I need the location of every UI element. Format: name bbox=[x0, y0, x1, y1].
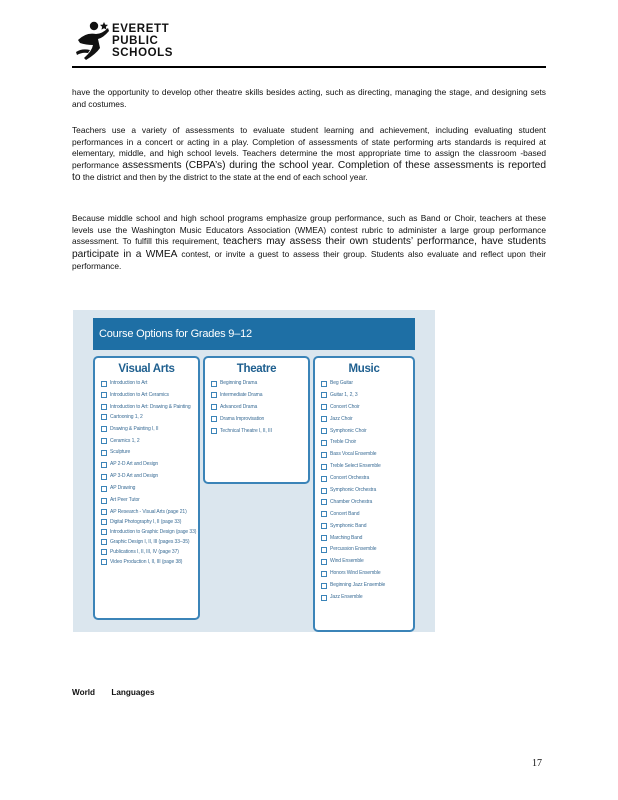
course-item bbox=[101, 529, 198, 535]
course-item-label: Guitar 1, 2, 3 bbox=[330, 391, 358, 398]
course-item bbox=[101, 485, 198, 491]
paragraph-assessments-part1: Teachers use a variety of assessments to evaluate student learning and achievement, including evaluating student performances in a concert or acting in a play. Completion of assessments of state performing arts standards is required at elementary, middle, and high school levels. Teachers determine the most appropriate time to assign the classroom -based performance bbox=[72, 125, 546, 170]
course-item-label: AP 3-D Art and Design bbox=[110, 473, 159, 480]
music-list bbox=[315, 380, 413, 600]
course-item-label: Jazz Choir bbox=[330, 415, 353, 422]
course-options-title: Course Options for Grades 9–12 bbox=[93, 318, 415, 350]
paragraph-group-part3: contest, or invite a guest to assess their group. Students also evaluate and reflect upon their performance. bbox=[72, 248, 547, 271]
header-rule bbox=[72, 66, 546, 68]
course-item-label: Marching Band bbox=[330, 534, 363, 541]
course-item bbox=[321, 416, 413, 422]
course-item-label: Treble Select Ensemble bbox=[330, 463, 381, 470]
visual-arts-list bbox=[95, 380, 198, 565]
course-item bbox=[321, 570, 413, 576]
course-item bbox=[211, 404, 308, 410]
course-item-label: Jazz Ensemble bbox=[330, 594, 363, 601]
paragraph-group-part2: teachers may assess their own students’ performance, have students participate in a WMEA bbox=[72, 236, 546, 260]
course-item bbox=[321, 499, 413, 505]
course-item bbox=[321, 392, 413, 398]
course-item-label: Percussion Ensemble bbox=[330, 546, 377, 553]
checkbox-icon bbox=[321, 595, 327, 601]
paragraph-assessments bbox=[72, 125, 546, 185]
checkbox-icon bbox=[321, 440, 327, 446]
checkbox-icon bbox=[101, 519, 107, 525]
course-item bbox=[101, 461, 198, 467]
course-item-label: Technical Theatre I, II, III bbox=[220, 427, 272, 434]
checkbox-icon bbox=[321, 488, 327, 494]
course-item-label: Chamber Orchestra bbox=[330, 498, 373, 505]
course-item-label: AP 2-D Art and Design bbox=[110, 461, 159, 468]
course-item bbox=[101, 380, 198, 386]
section-heading-world-languages: World Languages bbox=[72, 688, 155, 697]
course-item-label: AP Research - Visual Arts (page 21) bbox=[110, 508, 187, 515]
checkbox-icon bbox=[101, 559, 107, 565]
course-item bbox=[211, 416, 308, 422]
course-item-label: Video Production I, II, III (page 38) bbox=[110, 558, 183, 565]
checkbox-icon bbox=[321, 464, 327, 470]
checkbox-icon bbox=[321, 559, 327, 565]
course-item bbox=[321, 475, 413, 481]
course-item-label: Introduction to Art: Drawing & Painting bbox=[110, 403, 191, 410]
theatre-heading: Theatre bbox=[236, 363, 277, 375]
course-item bbox=[101, 414, 198, 420]
paragraph-assessments-part2: assessments (CBPA’s) during the school year. Completion of these assessments is reported to bbox=[72, 159, 547, 183]
course-item-label: Introduction to Graphic Design (page 33) bbox=[110, 528, 197, 535]
checkbox-icon bbox=[101, 392, 107, 398]
course-item-label: Introduction to Art Ceramics bbox=[110, 391, 169, 398]
course-item bbox=[321, 451, 413, 457]
course-item bbox=[101, 426, 198, 432]
course-item bbox=[321, 594, 413, 600]
checkbox-icon bbox=[321, 428, 327, 434]
checkbox-icon bbox=[101, 404, 107, 410]
course-item-label: Intermediate Drama bbox=[220, 391, 263, 398]
course-item bbox=[101, 519, 198, 525]
paragraph-theatre-skills: have the opportunity to develop other theatre skills besides acting, such as directing, managing the stage, and designing sets and costumes. bbox=[72, 87, 546, 109]
checkbox-icon bbox=[101, 414, 107, 420]
course-item bbox=[321, 380, 413, 386]
course-item-label: Publications I, II, III, IV (page 37) bbox=[110, 548, 179, 555]
course-options-panel bbox=[73, 310, 435, 632]
course-item-label: Symphonic Band bbox=[330, 522, 367, 529]
checkbox-icon bbox=[101, 474, 107, 480]
course-item bbox=[211, 428, 308, 434]
figure-logo-icon bbox=[72, 18, 112, 64]
checkbox-icon bbox=[101, 426, 107, 432]
checkbox-icon bbox=[321, 381, 327, 387]
checkbox-icon bbox=[101, 498, 107, 504]
checkbox-icon bbox=[101, 381, 107, 387]
course-item-label: Honors Wind Ensemble bbox=[330, 570, 381, 577]
checkbox-icon bbox=[101, 462, 107, 468]
checkbox-icon bbox=[321, 535, 327, 541]
checkbox-icon bbox=[321, 392, 327, 398]
course-item-label: AP Drawing bbox=[110, 485, 136, 492]
course-item-label: Concert Band bbox=[330, 510, 360, 517]
checkbox-icon bbox=[211, 416, 217, 422]
checkbox-icon bbox=[211, 392, 217, 398]
paragraph-group-performance bbox=[72, 213, 546, 273]
checkbox-icon bbox=[101, 529, 107, 535]
course-item-label: Symphonic Orchestra bbox=[330, 487, 377, 494]
course-item-label: Advanced Drama bbox=[220, 403, 258, 410]
course-item-label: Introduction to Art bbox=[110, 380, 148, 386]
course-item bbox=[321, 511, 413, 517]
course-item bbox=[101, 449, 198, 455]
course-item-label: Drama Improvisation bbox=[220, 415, 265, 422]
course-item-label: Bass Vocal Ensemble bbox=[330, 451, 377, 458]
course-item-label: Graphic Design I, II, III (pages 33–35) bbox=[110, 538, 190, 545]
checkbox-icon bbox=[321, 452, 327, 458]
course-item bbox=[101, 438, 198, 444]
course-item-label: Treble Choir bbox=[330, 439, 357, 446]
course-item bbox=[321, 582, 413, 588]
course-item bbox=[101, 497, 198, 503]
checkbox-icon bbox=[211, 404, 217, 410]
course-item bbox=[321, 404, 413, 410]
course-item bbox=[101, 509, 198, 515]
checkbox-icon bbox=[321, 499, 327, 505]
theatre-box bbox=[203, 356, 310, 484]
checkbox-icon bbox=[321, 571, 327, 577]
course-item bbox=[101, 404, 198, 410]
course-item-label: Concert Orchestra bbox=[330, 475, 370, 482]
course-item bbox=[101, 559, 198, 565]
course-item bbox=[321, 487, 413, 493]
course-item bbox=[101, 473, 198, 479]
checkbox-icon bbox=[101, 486, 107, 492]
course-item-label: Beg Guitar bbox=[330, 380, 353, 386]
checkbox-icon bbox=[101, 539, 107, 545]
checkbox-icon bbox=[321, 511, 327, 517]
logo-text-public: PUBLIC bbox=[112, 35, 159, 47]
course-item bbox=[321, 535, 413, 541]
checkbox-icon bbox=[321, 523, 327, 529]
visual-arts-box bbox=[93, 356, 200, 620]
theatre-list bbox=[205, 380, 308, 434]
course-item-label: Beginning Drama bbox=[220, 380, 258, 386]
checkbox-icon bbox=[321, 547, 327, 553]
paragraph-assessments-part3: the district and then by the district to the state at the end of each school year. bbox=[82, 172, 368, 182]
visual-arts-heading: Visual Arts bbox=[118, 363, 175, 375]
music-box bbox=[313, 356, 415, 632]
checkbox-icon bbox=[101, 438, 107, 444]
music-heading: Music bbox=[348, 363, 380, 375]
checkbox-icon bbox=[211, 381, 217, 387]
course-item bbox=[321, 439, 413, 445]
logo-text-schools: SCHOOLS bbox=[112, 47, 174, 59]
checkbox-icon bbox=[321, 404, 327, 410]
course-item bbox=[101, 392, 198, 398]
course-item bbox=[321, 546, 413, 552]
course-item bbox=[321, 428, 413, 434]
checkbox-icon bbox=[321, 416, 327, 422]
course-item-label: Concert Choir bbox=[330, 403, 360, 410]
course-item bbox=[211, 392, 308, 398]
course-item-label: Symphonic Choir bbox=[330, 427, 367, 434]
paragraph-group-part1: Because middle school and high school programs emphasize group performance, such as Band or Choir, teachers at these levels use the Washington Music Educators Association (WMEA) contest rubric to administer a large group performance assessment. To fulfill this requirement, bbox=[72, 213, 546, 246]
course-item bbox=[321, 558, 413, 564]
checkbox-icon bbox=[321, 476, 327, 482]
page-number: 17 bbox=[532, 758, 542, 769]
course-item-label: Art Peer Tutor bbox=[110, 497, 140, 504]
course-item-label: Drawing & Painting I, II bbox=[110, 425, 159, 432]
logo-text-everett: EVERETT bbox=[112, 23, 170, 35]
course-item-label: Digital Photography I, II (page 33) bbox=[110, 518, 182, 525]
course-item-label: Beginning Jazz Ensemble bbox=[330, 582, 386, 589]
course-item bbox=[211, 380, 308, 386]
course-item-label: Ceramics 1, 2 bbox=[110, 437, 140, 444]
checkbox-icon bbox=[211, 428, 217, 434]
course-item bbox=[321, 523, 413, 529]
checkbox-icon bbox=[101, 509, 107, 515]
course-item bbox=[101, 549, 198, 555]
checkbox-icon bbox=[101, 549, 107, 555]
course-item-label: Cartooning 1, 2 bbox=[110, 413, 143, 420]
checkbox-icon bbox=[321, 583, 327, 589]
course-item-label: Sculpture bbox=[110, 449, 131, 456]
course-item-label: Wind Ensemble bbox=[330, 558, 364, 565]
district-logo bbox=[72, 18, 192, 64]
checkbox-icon bbox=[101, 450, 107, 456]
course-item bbox=[101, 539, 198, 545]
course-item bbox=[321, 463, 413, 469]
